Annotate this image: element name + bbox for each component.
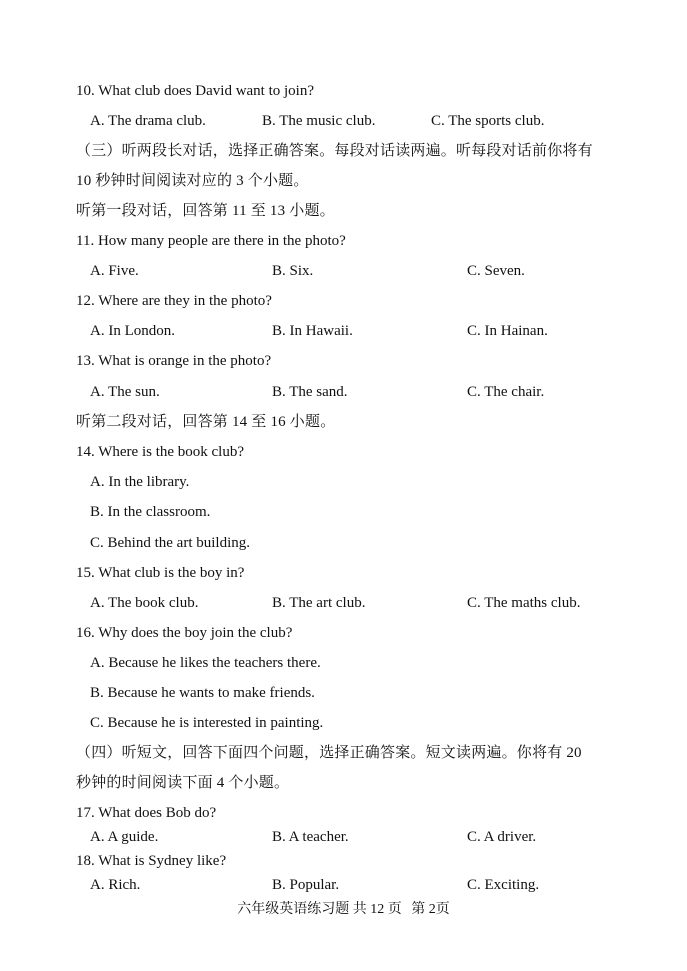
q15-option-a: A. The book club. xyxy=(90,595,199,611)
q17-option-a: A. A guide. xyxy=(90,829,159,845)
question-17: 17. What does Bob do? xyxy=(76,805,217,821)
q10-option-b: B. The music club. xyxy=(262,113,376,129)
q17-option-c: C. A driver. xyxy=(467,829,537,845)
q14-option-c: C. Behind the art building. xyxy=(90,535,250,551)
q16-option-b: B. Because he wants to make friends. xyxy=(90,685,315,701)
q16-option-a: A. Because he likes the teachers there. xyxy=(90,655,321,671)
section4-instruction-line1: （四）听短文，回答下面四个问题，选择正确答案。短文读两遍。你将有 20 xyxy=(76,745,582,761)
q18-option-a: A. Rich. xyxy=(90,877,141,893)
question-11: 11. How many people are there in the photo? xyxy=(76,233,346,249)
question-15: 15. What club is the boy in? xyxy=(76,565,245,581)
section3-instruction-line2: 10 秒钟时间阅读对应的 3 个小题。 xyxy=(76,173,309,189)
dialog1-intro: 听第一段对话，回答第 11 至 13 小题。 xyxy=(76,203,335,219)
q10-option-c: C. The sports club. xyxy=(431,113,545,129)
q12-option-a: A. In London. xyxy=(90,323,175,339)
section4-instruction-line2: 秒钟的时间阅读下面 4 个小题。 xyxy=(76,775,290,791)
q14-option-a: A. In the library. xyxy=(90,474,190,490)
question-14: 14. Where is the book club? xyxy=(76,444,245,460)
q18-option-b: B. Popular. xyxy=(272,877,340,893)
q16-option-c: C. Because he is interested in painting. xyxy=(90,715,324,731)
question-18: 18. What is Sydney like? xyxy=(76,853,227,869)
dialog2-intro: 听第二段对话，回答第 14 至 16 小题。 xyxy=(76,414,336,430)
q11-option-b: B. Six. xyxy=(272,263,314,279)
page-footer xyxy=(0,898,687,918)
q17-option-b: B. A teacher. xyxy=(272,829,349,845)
q10-option-a: A. The drama club. xyxy=(90,113,206,129)
q14-option-b: B. In the classroom. xyxy=(90,504,211,520)
q13-option-b: B. The sand. xyxy=(272,384,348,400)
q12-option-c: C. In Hainan. xyxy=(467,323,548,339)
q15-option-b: B. The art club. xyxy=(272,595,366,611)
question-13: 13. What is orange in the photo? xyxy=(76,353,272,369)
question-12: 12. Where are they in the photo? xyxy=(76,293,272,309)
question-10: 10. What club does David want to join? xyxy=(76,83,315,99)
q11-option-a: A. Five. xyxy=(90,263,139,279)
question-16: 16. Why does the boy join the club? xyxy=(76,625,293,641)
q13-option-c: C. The chair. xyxy=(467,384,545,400)
q13-option-a: A. The sun. xyxy=(90,384,160,400)
q18-option-c: C. Exciting. xyxy=(467,877,540,893)
q12-option-b: B. In Hawaii. xyxy=(272,323,353,339)
footer-page-number: 第 2页 xyxy=(411,902,450,917)
footer-title: 六年级英语练习题 共 12 页 xyxy=(237,902,402,917)
q11-option-c: C. Seven. xyxy=(467,263,525,279)
section3-instruction-line1: （三）听两段长对话，选择正确答案。每段对话读两遍。听每段对话前你将有 xyxy=(76,143,593,159)
q15-option-c: C. The maths club. xyxy=(467,595,581,611)
